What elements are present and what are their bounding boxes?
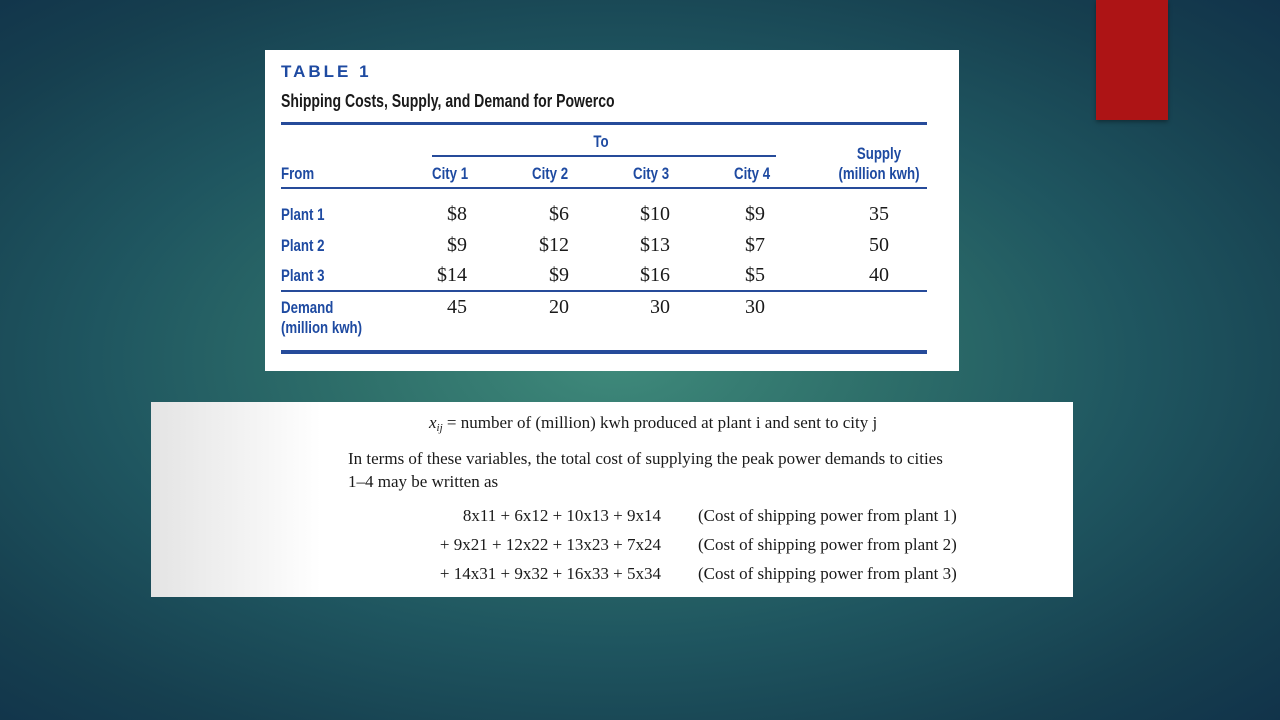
row-label-plant-1: Plant 1 (281, 205, 325, 224)
city-header: City 1 (432, 164, 469, 183)
row-label-plant-3: Plant 3 (281, 266, 325, 285)
intro-line-1: In terms of these variables, the total cost of supplying the peak power demands to cities (348, 449, 943, 468)
from-header: From (281, 164, 315, 183)
cost-cell: $8 (447, 203, 467, 225)
cost-note: (Cost of shipping power from plant 3) (698, 564, 957, 583)
cost-cell: $13 (640, 234, 670, 256)
table-1-image (265, 50, 959, 371)
cost-note: (Cost of shipping power from plant 2) (698, 535, 957, 554)
cost-cell: $9 (447, 234, 467, 256)
to-rule (432, 155, 776, 157)
cost-expression: 8x11 + 6x12 + 10x13 + 9x14 (462, 506, 661, 525)
cost-cell: $16 (640, 264, 670, 286)
demand-cell: 45 (447, 296, 467, 318)
cost-expression: + 9x21 + 12x22 + 13x23 + 7x24 (439, 535, 661, 554)
cost-cell: $9 (745, 203, 765, 225)
cost-cell: $6 (549, 203, 569, 225)
table-top-rule (281, 122, 927, 125)
table-label: TABLE 1 (281, 62, 372, 81)
demand-cell: 30 (745, 296, 765, 318)
supply-cell: 35 (869, 203, 889, 225)
supply-cell: 50 (869, 234, 889, 256)
cost-cell: $9 (549, 264, 569, 286)
demand-unit-label: (million kwh) (281, 318, 363, 337)
variable-definition-text: = number of (million) kwh produced at plant i and sent to city j (446, 413, 878, 432)
supply-unit-header: (million kwh) (838, 164, 920, 183)
cost-cell: $10 (640, 203, 670, 225)
row-label-plant-2: Plant 2 (281, 236, 325, 255)
supply-cell: 40 (869, 264, 889, 286)
supply-header: Supply (856, 144, 902, 163)
table-bottom-rule (281, 350, 927, 354)
cost-cell: $7 (745, 234, 765, 256)
city-header: City 2 (532, 164, 569, 183)
demand-label: Demand (281, 298, 334, 317)
red-accent-tab (1096, 0, 1168, 120)
cost-cell: $12 (539, 234, 569, 256)
city-header: City 3 (633, 164, 670, 183)
intro-line-2: 1–4 may be written as (348, 472, 499, 491)
demand-rule (281, 290, 927, 292)
demand-cell: 20 (549, 296, 569, 318)
formulation-image (151, 402, 1073, 597)
header-rule (281, 187, 927, 189)
variable-definition (429, 412, 877, 439)
cost-expression: + 14x31 + 9x32 + 16x33 + 5x34 (439, 564, 661, 583)
cost-note: (Cost of shipping power from plant 1) (698, 506, 957, 525)
to-header: To (593, 132, 609, 151)
cost-cell: $14 (437, 264, 467, 286)
variable-symbol: $x_{ij}$ (429, 413, 443, 434)
demand-cell: 30 (650, 296, 670, 318)
city-header: City 4 (734, 164, 771, 183)
cost-cell: $5 (745, 264, 765, 286)
table-caption: Shipping Costs, Supply, and Demand for Powerco (281, 91, 615, 111)
